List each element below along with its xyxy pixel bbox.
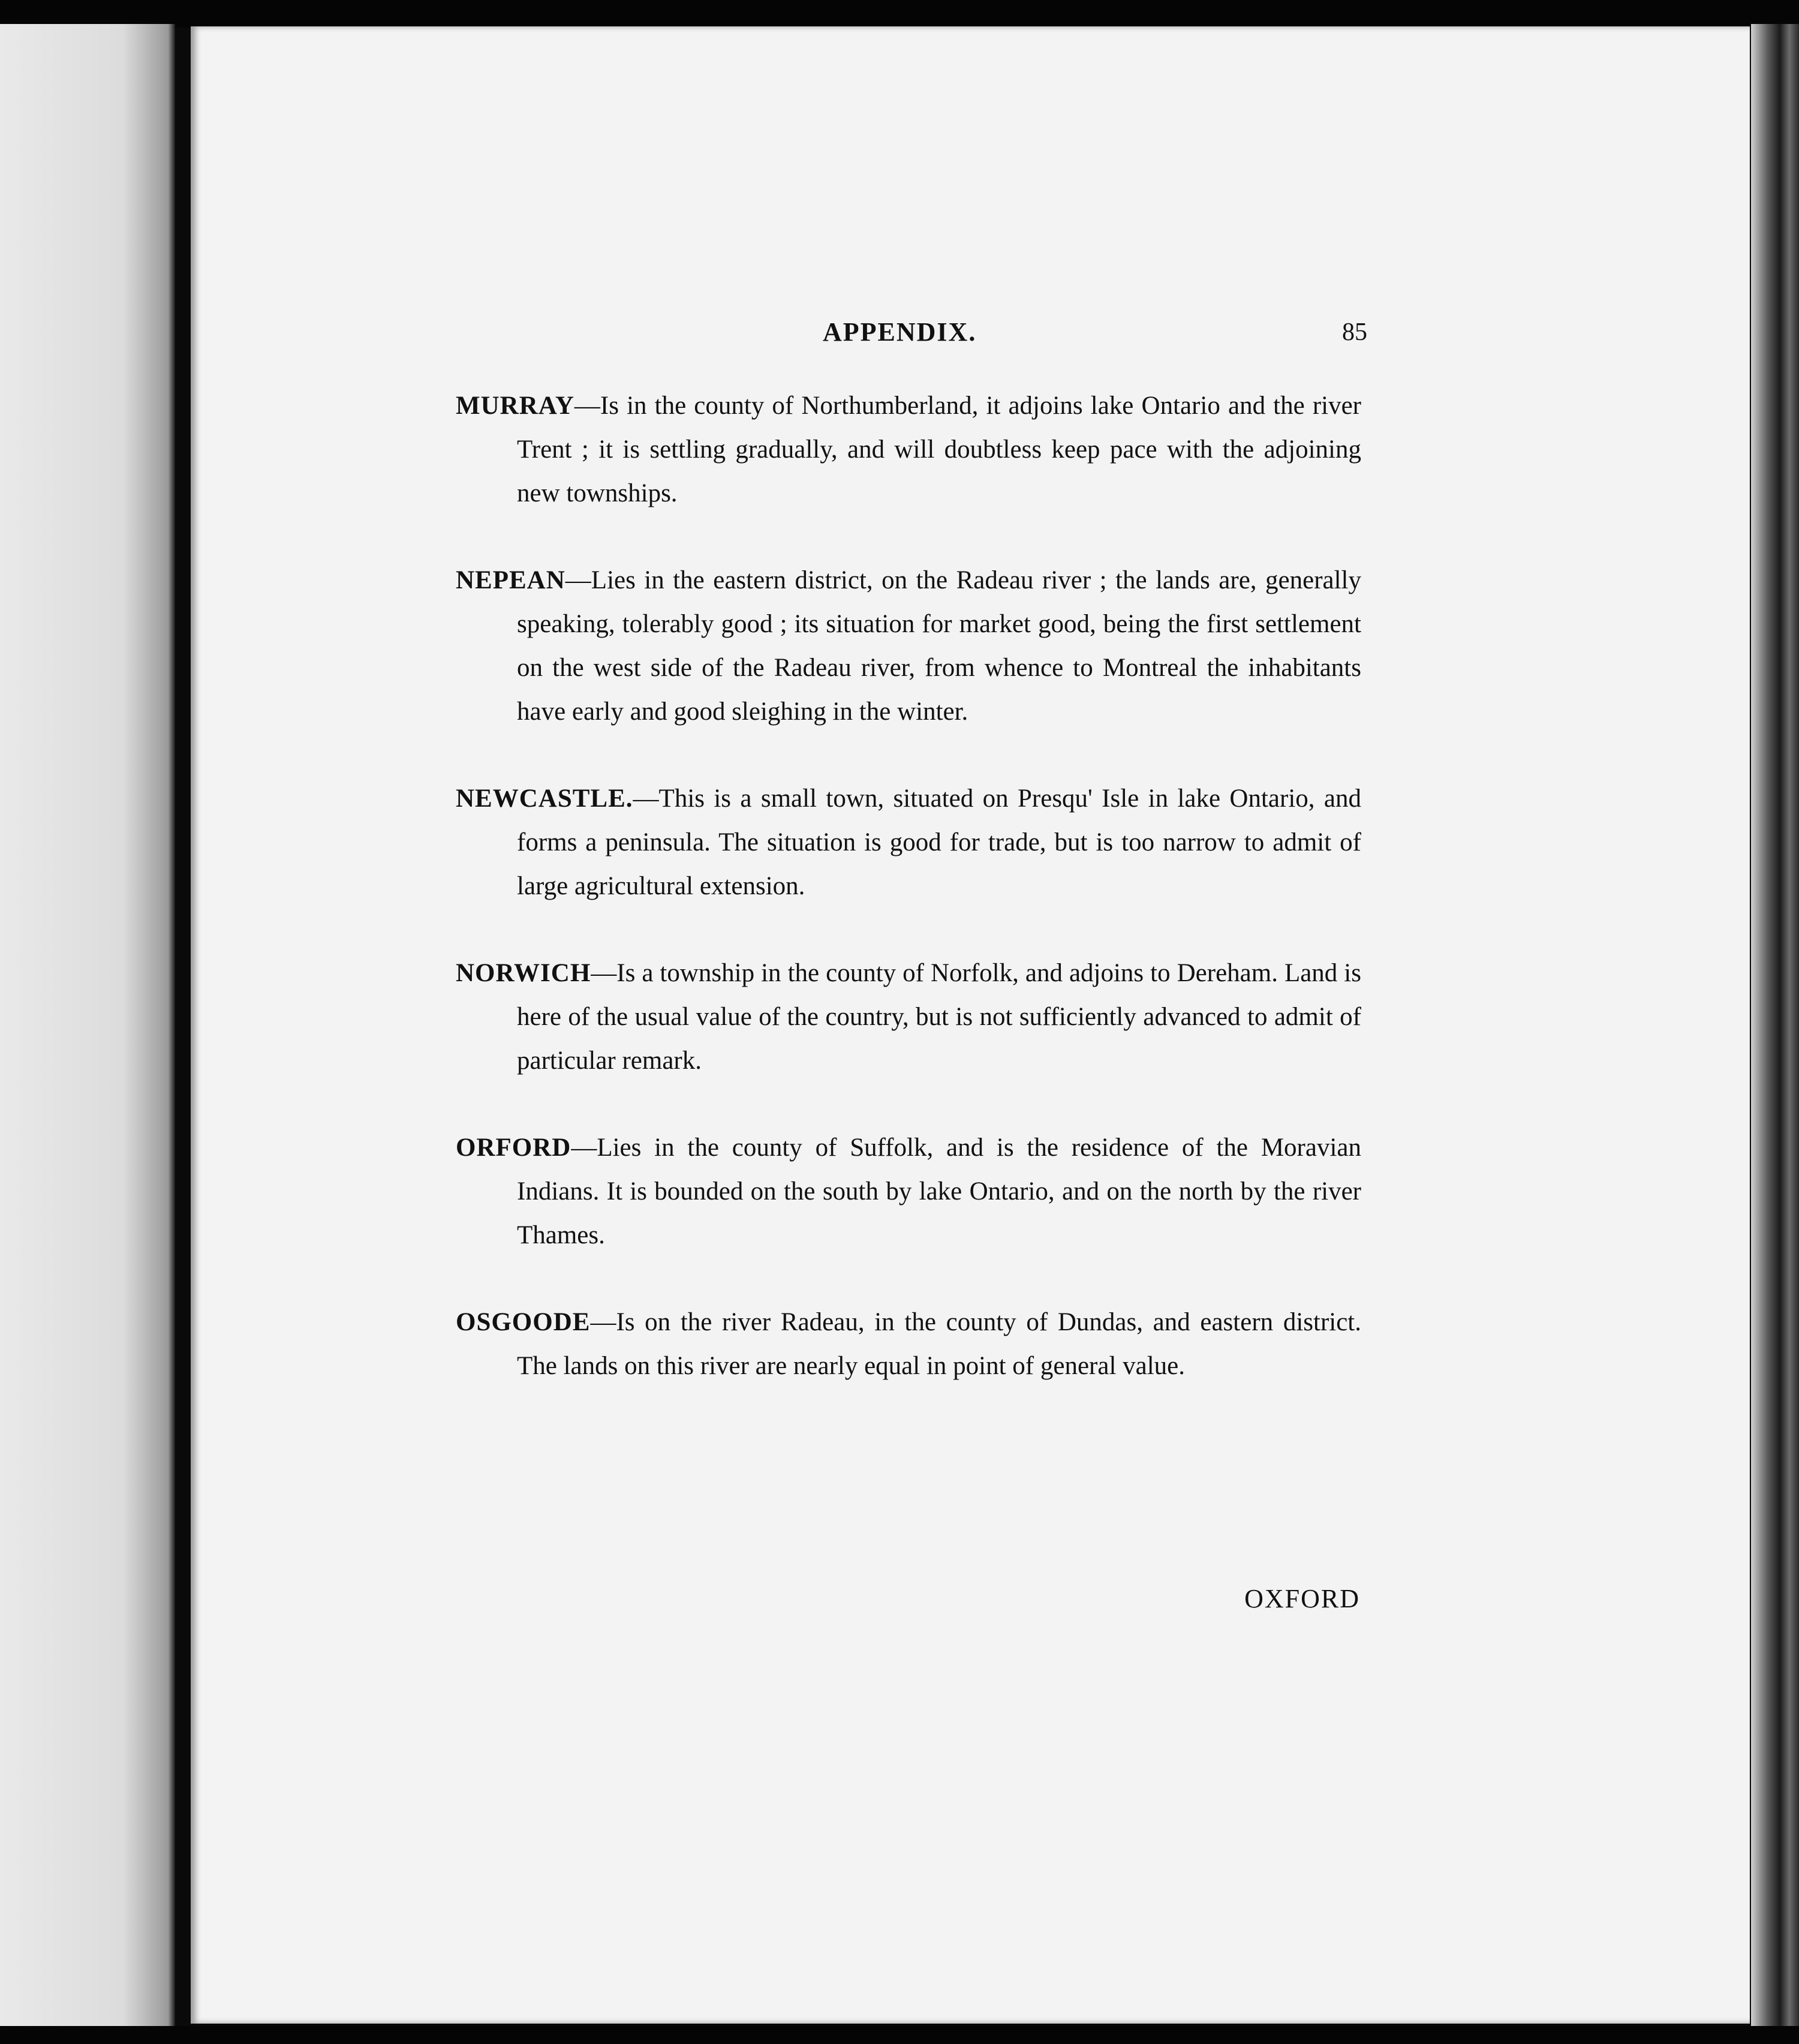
entry-norwich bbox=[456, 951, 1361, 1083]
entry-text: —Is on the river Radeau, in the county of Dundas, and eastern district. The lands on this river are nearly equal in point of general value. bbox=[517, 1308, 1361, 1380]
entry-osgoode bbox=[456, 1300, 1361, 1388]
catchword: OXFORD bbox=[1244, 1584, 1360, 1613]
page-header bbox=[456, 312, 1367, 360]
gazetteer-entries bbox=[456, 384, 1361, 1431]
entry-paragraph bbox=[456, 558, 1361, 734]
entry-text: —This is a small town, situated on Presqu' Isle in lake Ontario, and forms a peninsula. The situation is good for trade, but is too narrow to admit of large agricultural extension. bbox=[517, 784, 1361, 900]
entry-heading: ORFORD bbox=[456, 1134, 571, 1162]
entry-heading: NORWICH bbox=[456, 959, 591, 987]
entry-paragraph bbox=[456, 1126, 1361, 1257]
entry-text: —Lies in the county of Suffolk, and is the residence of the Moravian Indians. It is bounded on the south by lake Ontario, and on the north by the river Thames. bbox=[517, 1134, 1361, 1249]
entry-nepean bbox=[456, 558, 1361, 734]
entry-heading: MURRAY bbox=[456, 392, 574, 420]
entry-orford bbox=[456, 1126, 1361, 1257]
entry-heading: NEWCASTLE. bbox=[456, 784, 633, 813]
entry-murray bbox=[456, 384, 1361, 515]
entry-text: —Is in the county of Northumberland, it adjoins lake Ontario and the river Trent ; it is settling gradually, and will doubtless keep pace with the adjoining new townships. bbox=[517, 392, 1361, 507]
entry-paragraph bbox=[456, 777, 1361, 908]
scan-border-top bbox=[0, 0, 1799, 28]
facing-page-edge bbox=[0, 24, 175, 2044]
entry-text: —Lies in the eastern district, on the Radeau river ; the lands are, generally speaking, tolerably good ; its situation for market good, being the first settlement on the west side of the Radeau river, from whence to Montreal the inhabitants have early and good sleighing in the winter. bbox=[517, 566, 1361, 726]
page-number: 85 bbox=[1342, 318, 1367, 346]
book-spine-edge bbox=[1751, 24, 1799, 2044]
entry-paragraph bbox=[456, 384, 1361, 515]
entry-paragraph bbox=[456, 951, 1361, 1083]
scan-border-bottom bbox=[0, 2026, 1799, 2044]
entry-text: —Is a township in the county of Norfolk, and adjoins to Dereham. Land is here of the usual value of the country, but is not sufficiently advanced to admit of particular remark. bbox=[517, 959, 1361, 1075]
entry-paragraph bbox=[456, 1300, 1361, 1388]
entry-heading: OSGOODE bbox=[456, 1308, 591, 1336]
running-head: APPENDIX. bbox=[823, 317, 977, 347]
entry-newcastle bbox=[456, 777, 1361, 908]
entry-heading: NEPEAN bbox=[456, 566, 565, 594]
